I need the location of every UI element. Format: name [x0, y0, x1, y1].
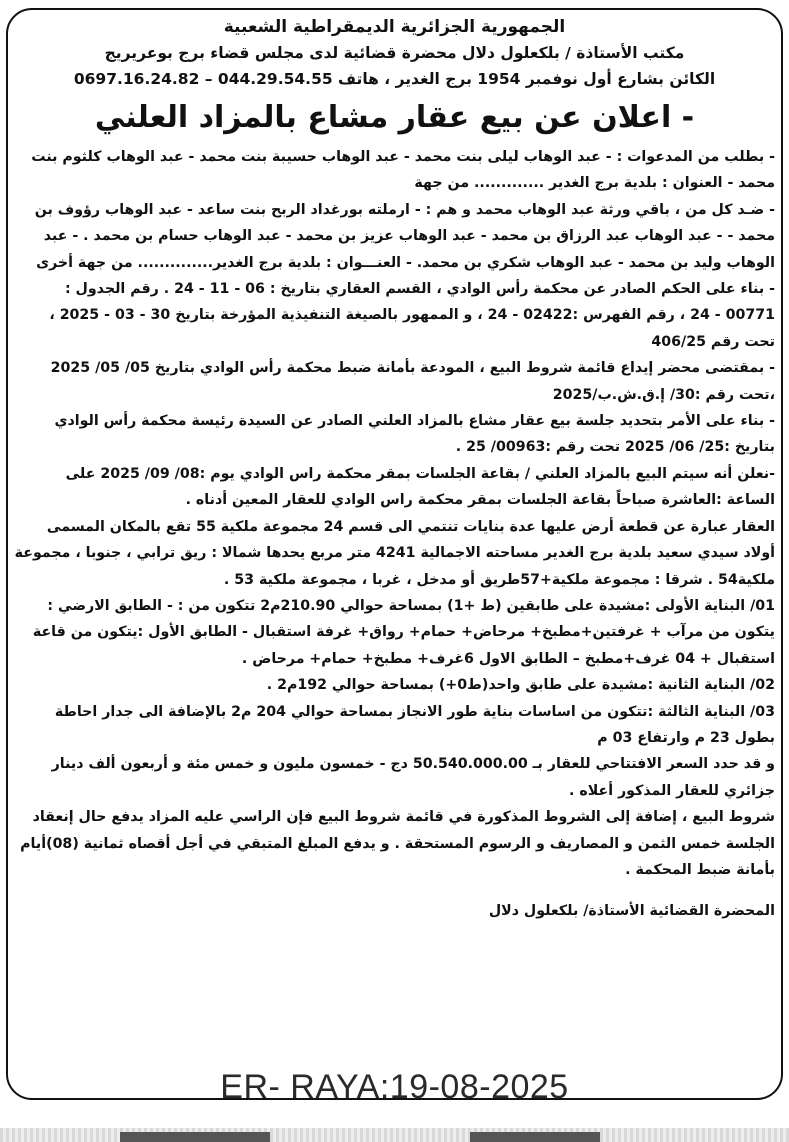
header-address: الكائن بشارع أول نوفمبر 1954 برج الغدير ، هاتف 044.29.54.55 – 0697.16.24.82	[73, 70, 716, 88]
property-paragraph: العقار عبارة عن قطعة أرض عليها عدة بنايات تنتمي الى قسم 24 مجموعة ملكية 55 تقع بالمكان المسمى أولاد سيدي سعيد بلدية برج الغدير مساحته الاجمالية 4241 متر مربع يحدها شمالا : ريق ترابي ، جنوبا ، مجموعة ملكية54 . شرقا : مجموعة ملكية+57طريق أو مدخل ، غربا ، مجموعة ملكية 53 .	[14, 518, 775, 588]
scan-edge	[0, 1128, 789, 1142]
conditions-paragraph: شروط البيع ، إضافة إلى الشروط المذكورة في قائمة شروط البيع فإن الراسي عليه المزاد يدفع حال إنعقاد الجلسة خمس الثمن و المصاريف و الرسوم المستحقة . و يدفع المبلغ المتبقي في أجل أقصاه ثمانية (08)أيام بأمانة ضبط المحكمة .	[20, 809, 775, 878]
building2-paragraph: 02/ البناية الثانية :مشيدة على طابق واحد(ط0+) بمساحة حوالي 192م2 .	[266, 677, 775, 694]
announce-paragraph: -نعلن أنه سيتم البيع بالمزاد العلني / بقاعة الجلسات بمقر محكمة راس الوادي يوم :08/ 09/ 2025 على الساعة :العاشرة صباحاً بقاعة الجلسات بمقر محكمة راس الوادي للعقار المعين أدناه .	[65, 465, 775, 509]
price-paragraph: و قد حدد السعر الافتتاحي للعقار بـ 50.540.000.00 دج - خمسون مليون و خمس مئة و أربعون ألف دينار جزائري للعقار المذكور أعلاه .	[51, 756, 775, 799]
notice-body	[14, 14, 775, 938]
building1-paragraph: 01/ البناية الأولى :مشيدة على طابقين (ط +1) بمساحة حوالي 210.90م2 تتكون من : - الطابق الارضي : يتكون من مرآب + غرفتين+مطبخ+ مرحاض+ حمام+ رواق+ غرفة استقبال - الطابق الأول :يتكون من قاعة استقبال + 04 غرف+مطبخ – الطابق الاول 6غرف+ مطبخ+ حمام+ مرحاض .	[32, 597, 775, 667]
scan-mark	[470, 1132, 600, 1142]
signature: المحضرة القضائية الأستاذة/ بلكعلول دلال	[488, 902, 775, 919]
notice-title: - اعلان عن بيع عقار مشاع بالمزاد العلني	[94, 100, 695, 135]
judgment-paragraph: - بناء على الحكم الصادر عن محكمة رأس الوادي ، القسم العقاري بتاريخ : 06 - 11 - 24 . رقم الجدول : 00771 - 24 ، رقم الفهرس :02422 - 24 ، و الممهور بالصيغة التنفيذية المؤرخة بتاريخ 30 - 03 - 2025 ، تحت رقم 406/25	[49, 281, 775, 350]
against-paragraph: - ضـد كل من ، باقي ورثة عبد الوهاب محمد و هم : - ارملته بورغداد الربح بنت ساعد - عبد الوهاب رؤوف بن محمد - - عبد الوهاب عبد الرزاق بن محمد - عبد الوهاب عزيز بن محمد - عبد الوهاب حسام بن محمد . - عبد الوهاب وليد بن محمد - عبد الوهاب شكري بن محمد. - العنـــوان : بلدية برج الغدير.............. من جهة أخرى	[34, 201, 775, 271]
building3-paragraph: 03/ البناية الثالثة :تتكون من اساسات بناية طور الانجاز بمساحة حوالي 204 م2 بالإضافة الى جدار احاطة بطول 23 م وارتفاع 03 م	[54, 703, 775, 746]
requesters-paragraph: - بطلب من المدعوات : - عبد الوهاب ليلى بنت محمد - عبد الوهاب حسيبة بنت محمد - عبد الوهاب كلثوم بنت محمد - العنوان : بلدية برج الغدير ............. من جهة	[31, 149, 775, 192]
header-country: الجمهورية الجزائرية الديمقراطية الشعبية	[223, 17, 566, 37]
scan-mark	[120, 1132, 270, 1142]
header-office: مكتب الأستاذة / بلكعلول دلال محضرة قضائية لدى مجلس قضاء برج بوعريريج	[104, 44, 685, 62]
deposit-paragraph: - بمقتضى محضر إيداع قائمة شروط البيع ، المودعة بأمانة ضبط محكمة رأس الوادي بتاريخ 05/ 05/ 2025 ،تحت رقم :30/ إ.ق.ش.ب/2025	[50, 360, 775, 403]
order-paragraph: - بناء على الأمر بتحديد جلسة بيع عقار مشاع بالمزاد العلني الصادر عن السيدة رئيسة محكمة رأس الوادي بتاريخ :25/ 06/ 2025 تحت رقم :00963/ 25 .	[54, 413, 775, 456]
publication-stamp: ER- RAYA:19-08-2025	[220, 1068, 569, 1106]
